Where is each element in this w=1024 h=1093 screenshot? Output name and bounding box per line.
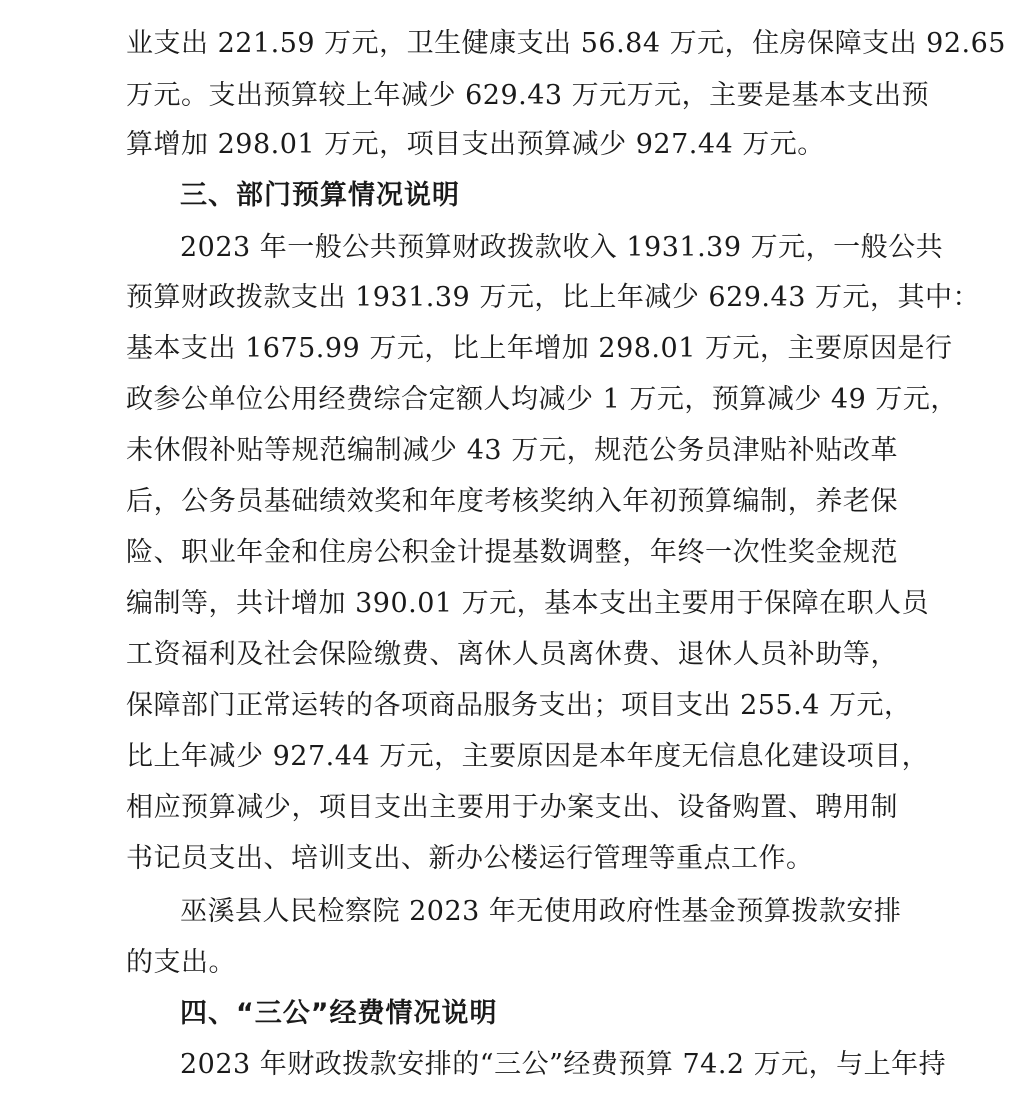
- paragraph-line: 基本支出 1675.99 万元，比上年增加 298.01 万元，主要原因是行: [126, 333, 953, 364]
- paragraph-line: 书记员支出、培训支出、新办公楼运行管理等重点工作。: [126, 843, 814, 874]
- paragraph-line: 预算财政拨款支出 1931.39 万元，比上年减少 629.43 万元，其中：: [126, 282, 980, 313]
- paragraph-line: 业支出 221.59 万元，卫生健康支出 56.84 万元，住房保障支出 92.65: [126, 28, 1006, 59]
- paragraph-line: 后，公务员基础绩效奖和年度考核奖纳入年初预算编制，养老保: [126, 486, 898, 517]
- section-heading: 四、“三公”经费情况说明: [180, 998, 498, 1029]
- paragraph-line: 万元。支出预算较上年减少 629.43 万元万元，主要是基本支出预: [126, 80, 930, 111]
- paragraph-line: 险、职业年金和住房公积金计提基数调整，年终一次性奖金规范: [126, 537, 898, 568]
- paragraph-line: 编制等，共计增加 390.01 万元，基本支出主要用于保障在职人员: [126, 588, 930, 619]
- paragraph-line: 政参公单位公用经费综合定额人均减少 1 万元，预算减少 49 万元，: [126, 384, 958, 415]
- paragraph-line: 2023 年财政拨款安排的“三公”经费预算 74.2 万元，与上年持: [180, 1049, 947, 1080]
- paragraph-line: 算增加 298.01 万元，项目支出预算减少 927.44 万元。: [126, 129, 825, 160]
- paragraph-line: 的支出。: [126, 947, 236, 978]
- section-heading: 三、部门预算情况说明: [180, 180, 460, 211]
- paragraph-line: 相应预算减少，项目支出主要用于办案支出、设备购置、聘用制: [126, 792, 898, 823]
- paragraph-line: 保障部门正常运转的各项商品服务支出；项目支出 255.4 万元，: [126, 690, 912, 721]
- paragraph-line: 未休假补贴等规范编制减少 43 万元，规范公务员津贴补贴改革: [126, 435, 898, 466]
- paragraph-line: 工资福利及社会保险缴费、离休人员离休费、退休人员补助等，: [126, 639, 898, 670]
- paragraph-line: 2023 年一般公共预算财政拨款收入 1931.39 万元，一般公共: [180, 232, 944, 263]
- paragraph-line: 巫溪县人民检察院 2023 年无使用政府性基金预算拨款安排: [180, 896, 902, 927]
- paragraph-line: 比上年减少 927.44 万元，主要原因是本年度无信息化建设项目，: [126, 741, 930, 772]
